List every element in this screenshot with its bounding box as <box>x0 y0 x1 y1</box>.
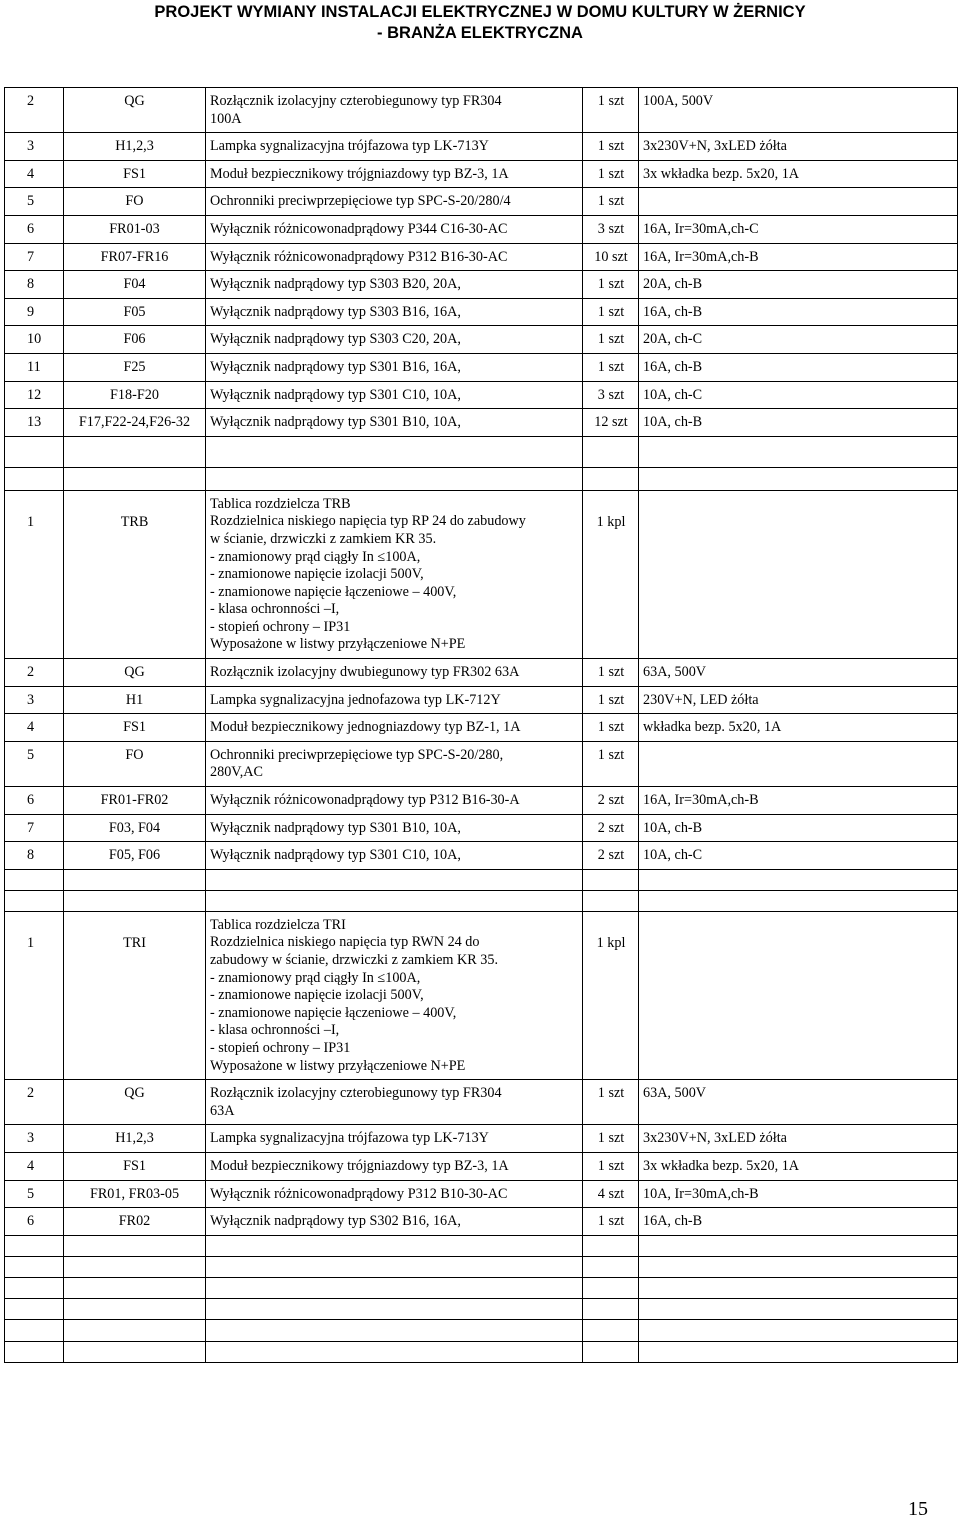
blank-cell <box>583 1319 639 1341</box>
blank-cell <box>5 890 64 911</box>
item-symbol: TRI <box>64 911 206 1079</box>
description-line: - znamionowy prąd ciągły In ≤100A, <box>210 548 421 565</box>
table-row <box>5 298 958 326</box>
item-parameters: 10A, Ir=30mA,ch-B <box>639 1180 958 1208</box>
blank-cell <box>206 1319 583 1341</box>
item-number: 2 <box>5 88 64 133</box>
table-row <box>5 1080 958 1125</box>
item-description <box>206 215 583 243</box>
item-quantity: 1 szt <box>583 1125 639 1153</box>
item-parameters: 16A, ch-B <box>639 298 958 326</box>
item-description <box>206 1125 583 1153</box>
description-line: Moduł bezpiecznikowy jednogniazdowy typ BZ-1, 1A <box>210 719 521 736</box>
item-number: 12 <box>5 381 64 409</box>
blank-cell <box>5 1319 64 1341</box>
description-line: Moduł bezpiecznikowy trójgniazdowy typ BZ-3, 1A <box>210 165 509 182</box>
item-symbol: FO <box>64 188 206 216</box>
item-symbol: FS1 <box>64 714 206 742</box>
item-description <box>206 271 583 299</box>
table-row <box>5 1125 958 1153</box>
blank-cell <box>639 1235 958 1256</box>
item-quantity: 2 szt <box>583 787 639 815</box>
description-line: - znamionowy prąd ciągły In ≤100A, <box>210 969 421 986</box>
item-description <box>206 353 583 381</box>
blank-row <box>5 1277 958 1298</box>
item-description <box>206 160 583 188</box>
blank-cell <box>64 467 206 490</box>
item-quantity: 4 szt <box>583 1180 639 1208</box>
item-description <box>206 326 583 354</box>
blank-cell <box>206 1256 583 1277</box>
item-symbol: TRB <box>64 490 206 658</box>
description-line: - klasa ochronności –I, <box>210 1022 340 1039</box>
table-row <box>5 659 958 687</box>
item-number: 2 <box>5 659 64 687</box>
blank-cell <box>64 1341 206 1362</box>
item-symbol: H1 <box>64 686 206 714</box>
blank-row <box>5 1341 958 1362</box>
item-description <box>206 188 583 216</box>
item-description <box>206 298 583 326</box>
item-quantity: 1 szt <box>583 298 639 326</box>
item-quantity: 1 szt <box>583 326 639 354</box>
item-quantity: 2 szt <box>583 842 639 870</box>
item-parameters: 20A, ch-B <box>639 271 958 299</box>
description-line: - znamionowe napięcie izolacji 500V, <box>210 987 424 1004</box>
description-line: Wyłącznik różnicowonadprądowy P344 C16-30-AC <box>210 220 508 237</box>
blank-row <box>5 467 958 490</box>
item-parameters: 230V+N, LED żółta <box>639 686 958 714</box>
item-number: 3 <box>5 1125 64 1153</box>
item-symbol: FR01-03 <box>64 215 206 243</box>
item-number: 1 <box>5 490 64 658</box>
item-number: 3 <box>5 133 64 161</box>
description-line: w ścianie, drzwiczki z zamkiem KR 35. <box>210 530 437 547</box>
item-number: 5 <box>5 188 64 216</box>
blank-cell <box>639 869 958 890</box>
description-line: Ochronniki preciwprzepięciowe typ SPC-S-20/280/4 <box>210 193 511 210</box>
item-quantity: 1 szt <box>583 188 639 216</box>
blank-cell <box>583 1256 639 1277</box>
item-parameters: 10A, ch-C <box>639 842 958 870</box>
table-row <box>5 741 958 786</box>
item-parameters: 63A, 500V <box>639 659 958 687</box>
page-number: 15 <box>908 1498 928 1520</box>
blank-cell <box>639 467 958 490</box>
description-line: 280V,AC <box>210 764 263 781</box>
description-line: Wyłącznik nadprądowy typ S303 C20, 20A, <box>210 331 461 348</box>
description-line: zabudowy w ścianie, drzwiczki z zamkiem KR 35. <box>210 952 498 968</box>
item-quantity: 10 szt <box>583 243 639 271</box>
blank-cell <box>583 1341 639 1362</box>
item-symbol: F04 <box>64 271 206 299</box>
blank-cell <box>583 1298 639 1319</box>
blank-cell <box>206 1235 583 1256</box>
table-row <box>5 787 958 815</box>
item-symbol: QG <box>64 659 206 687</box>
blank-cell <box>583 890 639 911</box>
blank-cell <box>5 1256 64 1277</box>
blank-cell <box>639 1256 958 1277</box>
item-parameters <box>639 911 958 1079</box>
table-row <box>5 215 958 243</box>
table-row <box>5 88 958 133</box>
item-symbol: H1,2,3 <box>64 1125 206 1153</box>
item-description <box>206 787 583 815</box>
item-description <box>206 686 583 714</box>
item-number: 1 <box>5 911 64 1079</box>
table-row <box>5 1208 958 1236</box>
item-number: 6 <box>5 1208 64 1236</box>
item-parameters: 100A, 500V <box>639 88 958 133</box>
blank-row <box>5 1298 958 1319</box>
description-line: - znamionowe napięcie izolacji 500V, <box>210 566 424 583</box>
blank-cell <box>5 436 64 467</box>
table-row <box>5 490 958 658</box>
blank-cell <box>5 1235 64 1256</box>
equipment-spec-body <box>5 88 958 1363</box>
blank-cell <box>5 467 64 490</box>
item-number: 5 <box>5 741 64 786</box>
item-number: 2 <box>5 1080 64 1125</box>
blank-cell <box>206 869 583 890</box>
table-row <box>5 842 958 870</box>
blank-cell <box>206 890 583 911</box>
item-description <box>206 741 583 786</box>
item-quantity: 2 szt <box>583 814 639 842</box>
table-row <box>5 243 958 271</box>
item-number: 9 <box>5 298 64 326</box>
item-quantity: 1 szt <box>583 1208 639 1236</box>
blank-cell <box>639 1319 958 1341</box>
description-line: Wyłącznik nadprądowy typ S302 B16, 16A, <box>210 1213 461 1230</box>
item-symbol: QG <box>64 88 206 133</box>
item-symbol: FR02 <box>64 1208 206 1236</box>
item-parameters: 3x wkładka bezp. 5x20, 1A <box>639 160 958 188</box>
description-line: Wyłącznik nadprądowy typ S301 B10, 10A, <box>210 819 461 836</box>
blank-cell <box>64 890 206 911</box>
blank-cell <box>583 467 639 490</box>
table-row <box>5 714 958 742</box>
item-quantity: 1 kpl <box>583 490 639 658</box>
switchboard-title: Tablica rozdzielcza TRB <box>210 495 351 512</box>
blank-cell <box>64 1256 206 1277</box>
blank-row <box>5 436 958 467</box>
blank-cell <box>206 467 583 490</box>
blank-cell <box>64 436 206 467</box>
blank-cell <box>639 1277 958 1298</box>
blank-cell <box>639 1298 958 1319</box>
blank-cell <box>639 1341 958 1362</box>
description-line: Wyłącznik różnicowonadprądowy P312 B10-30-AC <box>210 1185 508 1202</box>
blank-cell <box>5 1341 64 1362</box>
item-description <box>206 911 583 1079</box>
item-quantity: 1 szt <box>583 659 639 687</box>
header-title-line1: PROJEKT WYMIANY INSTALACJI ELEKTRYCZNEJ W DOMU KULTURY W ŻERNICY <box>154 3 806 21</box>
description-line: - stopień ochrony – IP31 <box>210 1039 351 1056</box>
item-quantity: 1 kpl <box>583 911 639 1079</box>
blank-cell <box>583 436 639 467</box>
item-symbol: F17,F22-24,F26-32 <box>64 409 206 437</box>
description-line: - stopień ochrony – IP31 <box>210 618 351 635</box>
blank-cell <box>5 869 64 890</box>
table-row <box>5 1152 958 1180</box>
item-symbol: FR07-FR16 <box>64 243 206 271</box>
item-number: 5 <box>5 1180 64 1208</box>
blank-row <box>5 1319 958 1341</box>
item-parameters: 10A, ch-B <box>639 814 958 842</box>
item-number: 8 <box>5 842 64 870</box>
description-line: 63A <box>210 1102 235 1119</box>
item-description <box>206 1180 583 1208</box>
item-number: 4 <box>5 714 64 742</box>
item-number: 7 <box>5 814 64 842</box>
description-line: 100A <box>210 110 242 127</box>
item-symbol: F05 <box>64 298 206 326</box>
description-line: - znamionowe napięcie łączeniowe – 400V, <box>210 1004 457 1021</box>
item-symbol: F25 <box>64 353 206 381</box>
blank-cell <box>5 1277 64 1298</box>
blank-cell <box>639 436 958 467</box>
blank-cell <box>583 1235 639 1256</box>
description-line: Rozłącznik izolacyjny czterobiegunowy typ FR304 <box>210 1085 502 1102</box>
description-line: Rozdzielnica niskiego napięcia typ RWN 24 do <box>210 934 480 951</box>
blank-cell <box>583 869 639 890</box>
equipment-spec-table <box>4 87 958 1363</box>
item-symbol: F03, F04 <box>64 814 206 842</box>
description-line: Wyłącznik nadprądowy typ S301 B10, 10A, <box>210 414 461 431</box>
item-parameters: 10A, ch-C <box>639 381 958 409</box>
item-quantity: 3 szt <box>583 381 639 409</box>
description-line: Lampka sygnalizacyjna trójfazowa typ LK-713Y <box>210 1130 489 1147</box>
item-parameters: 16A, ch-B <box>639 353 958 381</box>
blank-cell <box>64 1319 206 1341</box>
description-line: Wyłącznik nadprądowy typ S301 C10, 10A, <box>210 386 461 403</box>
table-row <box>5 814 958 842</box>
item-quantity: 1 szt <box>583 160 639 188</box>
description-line: Rozłącznik izolacyjny dwubiegunowy typ FR302 63A <box>210 664 520 681</box>
item-quantity: 1 szt <box>583 686 639 714</box>
item-number: 10 <box>5 326 64 354</box>
blank-cell <box>64 1235 206 1256</box>
item-parameters: 3x wkładka bezp. 5x20, 1A <box>639 1152 958 1180</box>
description-line: - znamionowe napięcie łączeniowe – 400V, <box>210 583 457 600</box>
description-line: Ochronniki preciwprzepięciowe typ SPC-S-20/280, <box>210 746 504 763</box>
item-description <box>206 714 583 742</box>
item-parameters <box>639 188 958 216</box>
item-quantity: 1 szt <box>583 353 639 381</box>
item-description <box>206 88 583 133</box>
item-description <box>206 490 583 658</box>
item-parameters: 3x230V+N, 3xLED żółta <box>639 1125 958 1153</box>
switchboard-title: Tablica rozdzielcza TRI <box>210 916 346 933</box>
item-number: 13 <box>5 409 64 437</box>
item-parameters: 10A, ch-B <box>639 409 958 437</box>
blank-row <box>5 1235 958 1256</box>
blank-cell <box>583 1277 639 1298</box>
description-line: Moduł bezpiecznikowy trójgniazdowy typ BZ-3, 1A <box>210 1157 509 1174</box>
item-number: 4 <box>5 1152 64 1180</box>
item-symbol: F18-F20 <box>64 381 206 409</box>
blank-cell <box>639 890 958 911</box>
item-symbol: QG <box>64 1080 206 1125</box>
blank-cell <box>64 1298 206 1319</box>
item-number: 3 <box>5 686 64 714</box>
item-number: 7 <box>5 243 64 271</box>
item-parameters: 3x230V+N, 3xLED żółta <box>639 133 958 161</box>
item-quantity: 1 szt <box>583 714 639 742</box>
description-line: Wyłącznik nadprądowy typ S301 B16, 16A, <box>210 358 461 375</box>
blank-cell <box>206 436 583 467</box>
item-quantity: 12 szt <box>583 409 639 437</box>
item-description <box>206 409 583 437</box>
item-number: 6 <box>5 215 64 243</box>
item-symbol: FS1 <box>64 160 206 188</box>
table-row <box>5 911 958 1079</box>
description-line: Lampka sygnalizacyjna jednofazowa typ LK-712Y <box>210 691 501 708</box>
description-line: Rozdzielnica niskiego napięcia typ RP 24 do zabudowy <box>210 513 526 530</box>
item-description <box>206 1208 583 1236</box>
item-quantity: 1 szt <box>583 1080 639 1125</box>
description-line: Wyposażone w listwy przyłączeniowe N+PE <box>210 636 466 653</box>
table-row <box>5 381 958 409</box>
item-symbol: FO <box>64 741 206 786</box>
item-description <box>206 814 583 842</box>
description-line: - klasa ochronności –I, <box>210 601 340 618</box>
item-quantity: 1 szt <box>583 1152 639 1180</box>
item-parameters: wkładka bezp. 5x20, 1A <box>639 714 958 742</box>
item-description <box>206 381 583 409</box>
blank-cell <box>206 1341 583 1362</box>
description-line: Wyposażone w listwy przyłączeniowe N+PE <box>210 1057 466 1074</box>
item-description <box>206 133 583 161</box>
table-row <box>5 1180 958 1208</box>
item-parameters: 16A, Ir=30mA,ch-B <box>639 243 958 271</box>
item-description <box>206 243 583 271</box>
item-quantity: 1 szt <box>583 741 639 786</box>
item-parameters: 16A, Ir=30mA,ch-B <box>639 787 958 815</box>
table-row <box>5 686 958 714</box>
item-number: 4 <box>5 160 64 188</box>
blank-row <box>5 869 958 890</box>
item-symbol: FR01-FR02 <box>64 787 206 815</box>
blank-row <box>5 1256 958 1277</box>
item-quantity: 1 szt <box>583 133 639 161</box>
table-row <box>5 271 958 299</box>
description-line: Wyłącznik różnicowonadprądowy typ P312 B16-30-A <box>210 792 520 809</box>
blank-cell <box>64 869 206 890</box>
header-title-line2: - BRANŻA ELEKTRYCZNA <box>377 24 583 42</box>
blank-row <box>5 890 958 911</box>
item-symbol: FR01, FR03-05 <box>64 1180 206 1208</box>
item-symbol: F05, F06 <box>64 842 206 870</box>
item-number: 6 <box>5 787 64 815</box>
item-parameters: 20A, ch-C <box>639 326 958 354</box>
item-parameters: 16A, Ir=30mA,ch-C <box>639 215 958 243</box>
table-row <box>5 133 958 161</box>
description-line: Wyłącznik nadprądowy typ S303 B20, 20A, <box>210 276 461 293</box>
item-number: 8 <box>5 271 64 299</box>
item-description <box>206 1080 583 1125</box>
table-row <box>5 160 958 188</box>
item-description <box>206 842 583 870</box>
document-header <box>0 2 960 44</box>
item-parameters: 16A, ch-B <box>639 1208 958 1236</box>
item-description <box>206 1152 583 1180</box>
blank-cell <box>206 1277 583 1298</box>
blank-cell <box>64 1277 206 1298</box>
description-line: Lampka sygnalizacyjna trójfazowa typ LK-713Y <box>210 138 489 155</box>
item-parameters <box>639 490 958 658</box>
table-row <box>5 188 958 216</box>
table-row <box>5 409 958 437</box>
item-symbol: FS1 <box>64 1152 206 1180</box>
item-quantity: 3 szt <box>583 215 639 243</box>
blank-cell <box>5 1298 64 1319</box>
table-row <box>5 326 958 354</box>
item-parameters: 63A, 500V <box>639 1080 958 1125</box>
description-line: Wyłącznik nadprądowy typ S301 C10, 10A, <box>210 847 461 864</box>
description-line: Wyłącznik nadprądowy typ S303 B16, 16A, <box>210 303 461 320</box>
item-number: 11 <box>5 353 64 381</box>
item-description <box>206 659 583 687</box>
item-parameters <box>639 741 958 786</box>
description-line: Rozłącznik izolacyjny czterobiegunowy typ FR304 <box>210 93 502 109</box>
description-line: Wyłącznik różnicowonadprądowy P312 B16-30-AC <box>210 248 508 265</box>
item-symbol: H1,2,3 <box>64 133 206 161</box>
blank-cell <box>206 1298 583 1319</box>
table-row <box>5 353 958 381</box>
item-quantity: 1 szt <box>583 88 639 133</box>
item-symbol: F06 <box>64 326 206 354</box>
item-quantity: 1 szt <box>583 271 639 299</box>
